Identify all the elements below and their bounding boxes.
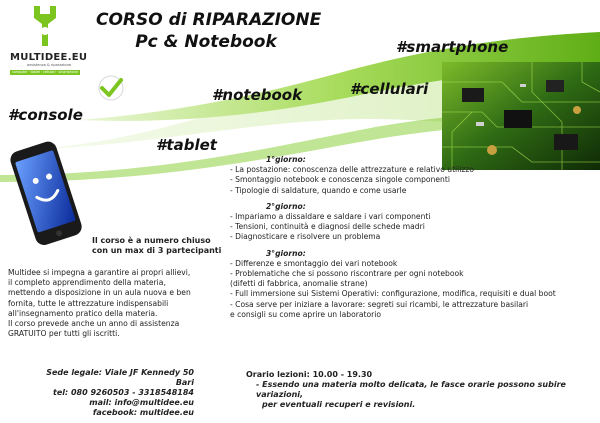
day-item: - Tipologie di saldature, quando e come usarle: [230, 185, 407, 195]
day-item: (difetti di fabbrica, anomalie strane): [230, 279, 368, 289]
page-subtitle: Pc & Notebook: [135, 32, 277, 52]
tag-smartphone: #smartphone: [396, 38, 509, 56]
intro-line: GRATUITO per tutti gli iscritti.: [8, 329, 120, 339]
smiling-phone-illustration: [8, 138, 86, 248]
course-limit-line: Il corso è a numero chiuso: [92, 236, 211, 245]
day-item: - Smontaggio notebook e conoscenza singole componenti: [230, 175, 450, 185]
intro-paragraph: [8, 268, 222, 339]
intro-line: all'insegnamento pratico della materia.: [8, 308, 158, 318]
day-item: - Differenze e smontaggio dei vari notebook: [230, 258, 398, 268]
logo-services-bar: computer · tablet · cellulari · smartphone: [10, 70, 80, 75]
schedule-note-line: - Essendo una materia molto delicata, le fasce orarie possono subire variazioni,: [256, 380, 566, 399]
course-limit-note: [92, 236, 252, 256]
day-item: - Cosa serve per iniziare a lavorare: segreti sui ricambi, le attrezzature basilari: [230, 299, 529, 309]
multidee-logo: [4, 4, 86, 90]
contact-facebook: facebook: multidee.eu: [92, 408, 194, 417]
schedule-note-line: per eventuali recuperi e revisioni.: [262, 400, 416, 409]
lesson-hours: Orario lezioni: 10.00 - 19.30: [246, 370, 373, 379]
lesson-schedule: [246, 370, 600, 410]
page-title: CORSO di RIPARAZIONE: [96, 10, 322, 30]
tag-tablet: #tablet: [156, 136, 217, 154]
tag-console: #console: [8, 106, 83, 124]
day-item: - Impariamo a dissaldare e saldare i vari componenti: [230, 212, 431, 222]
tag-cellulari: #cellulari: [350, 80, 429, 98]
intro-line: fornita, tutte le attrezzature indispensabili: [8, 298, 169, 308]
day-item: - Full immersione sui Sistemi Operativi: configurazione, modifica, requisiti e dual boot: [230, 289, 556, 299]
checkmark-icon: [94, 74, 128, 102]
contact-phone: tel: 080 9260503 - 3318548184: [53, 388, 194, 397]
contact-info: [40, 368, 194, 418]
course-program: [230, 155, 598, 326]
contact-city: Bari: [175, 378, 194, 387]
intro-line: mettendo a disposizione in un aula nuova e ben: [8, 288, 191, 298]
intro-line: il completo apprendimento della materia,: [8, 278, 166, 288]
day-title: 3°giorno:: [266, 248, 306, 258]
day-item: - Tensioni, continuità e diagnosi delle schede madri: [230, 222, 425, 232]
day-title: 2°giorno:: [266, 201, 306, 211]
day-block: [230, 202, 598, 243]
logo-wordmark: MULTIDEE.EU: [10, 52, 88, 63]
day-item: - Diagnosticare e risolvere un problema: [230, 232, 381, 242]
course-limit-line: con un max di 3 partecipanti: [92, 246, 222, 255]
contact-mail: mail: info@multidee.eu: [89, 398, 194, 407]
day-block: [230, 155, 598, 196]
wrench-icon: [30, 4, 60, 50]
day-block: [230, 249, 598, 320]
tag-notebook: #notebook: [212, 86, 303, 104]
intro-line: Multidee si impegna a garantire ai propri allievi,: [8, 268, 191, 277]
intro-line: Il corso prevede anche un anno di assistenza: [8, 319, 180, 329]
contact-address: Sede legale: Viale JF Kennedy 50: [46, 368, 194, 377]
schedule-note: [246, 380, 600, 410]
day-item: e consigli su come aprire un laboratorio: [230, 309, 382, 319]
day-title: 1°giorno:: [266, 155, 306, 164]
day-item: - Problematiche che si possono riscontrare per ogni notebook: [230, 269, 464, 279]
logo-tagline: assistenza & riparazione: [27, 63, 72, 67]
circuit-board-photo: [442, 62, 600, 170]
day-item: - La postazione: conoscenza delle attrezzature e relativo utilizzo: [230, 165, 474, 175]
